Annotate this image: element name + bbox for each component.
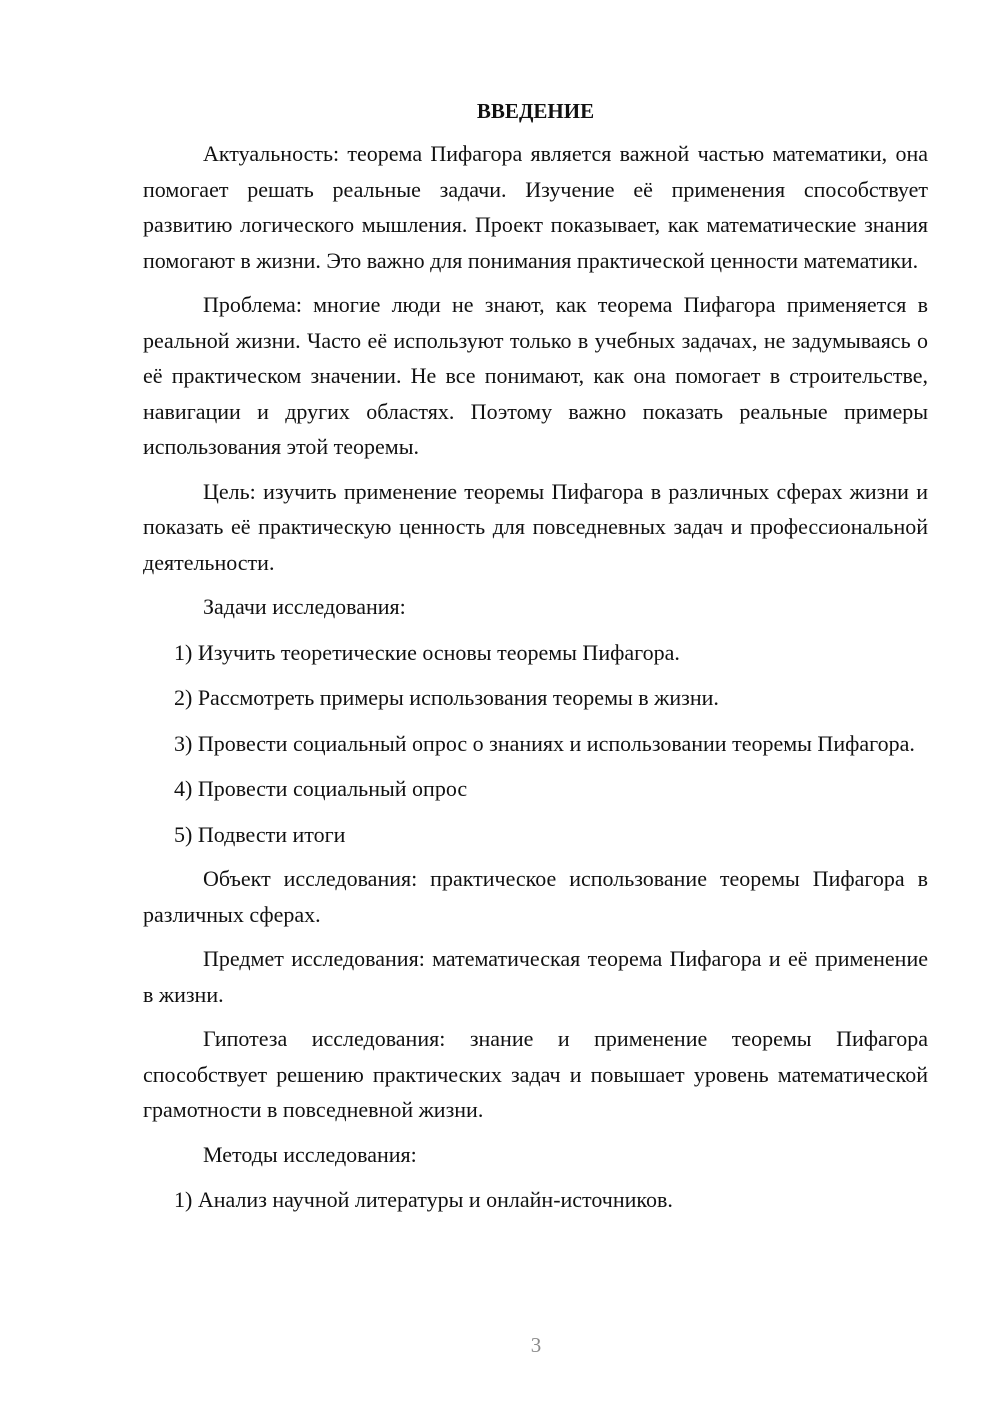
goal-paragraph: Цель: изучить применение теоремы Пифагора в различных сферах жизни и показать её практическую ценность для повседневных задач и профессиональной деятельности. [143,478,928,575]
subject-paragraph: Предмет исследования: математическая теорема Пифагора и её применение в жизни. [143,946,928,1007]
document-page [143,96,928,1218]
page-number: 3 [530,1333,542,1357]
relevance-paragraph: Актуальность: теорема Пифагора является важной частью математики, она помогает решать реальные задачи. Изучение её применения способствует развитию логического мышления. Проект показывает, как математические знания помогают в жизни. Это важно для понимания практической ценности математики. [143,141,928,273]
hypothesis-paragraph: Гипотеза исследования: знание и применение теоремы Пифагора способствует решению практических задач и повышает уровень математической грамотности в повседневной жизни. [143,1026,928,1122]
task-item-1: 1) Изучить теоретические основы теоремы Пифагора. [174,639,680,665]
task-item-3: 3) Провести социальный опрос о знаниях и использовании теоремы Пифагора. [174,730,915,756]
tasks-heading: Задачи исследования: [203,594,406,619]
problem-paragraph: Проблема: многие люди не знают, как теорема Пифагора применяется в реальной жизни. Часто её используют только в учебных задачах, не задумываясь о её практическом значении. Не все понимают, как она помогает в строительстве, навигации и других областях. Поэтому важно показать реальные примеры использования этой теоремы. [143,292,928,459]
methods-heading: Методы исследования: [203,1141,417,1167]
task-item-5: 5) Подвести итоги [174,821,346,847]
object-paragraph: Объект исследования: практическое использование теоремы Пифагора в различных сферах. [143,866,928,927]
method-item-1: 1) Анализ научной литературы и онлайн-источников. [174,1187,673,1212]
section-title: ВВЕДЕНИЕ [476,99,595,123]
task-item-4: 4) Провести социальный опрос [174,776,468,801]
task-item-2: 2) Рассмотреть примеры использования теоремы в жизни. [174,685,719,710]
